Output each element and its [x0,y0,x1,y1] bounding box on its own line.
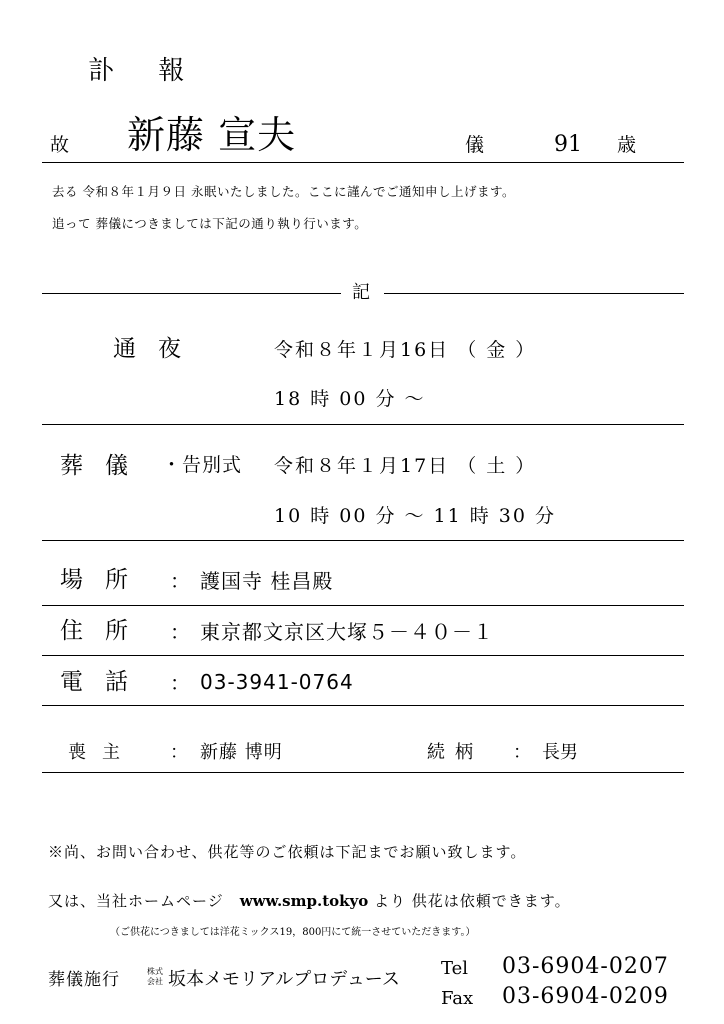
deceased-age-unit: 歳 [617,134,637,156]
wake-date: 令和８年１月16日 （ 金 ） [274,339,537,361]
mourner-colon: ： [170,742,188,763]
fax-label: Fax [441,988,474,1009]
deceased-prefix: 故 [50,134,70,156]
deceased-suffix: 儀 [465,134,485,156]
note-line-2 [48,894,571,909]
funeral-label: 葬儀 [60,453,150,479]
note-line-2-prefix: 又は、当社ホームページ [48,892,224,910]
relation-colon: ： [513,742,531,763]
director-label: 葬儀施行 [48,970,120,990]
relation-label: 続柄 [427,742,483,763]
divider [42,605,684,606]
relation-value: 長男 [542,742,578,763]
divider [42,655,684,656]
wake-label: 通夜 [113,336,203,362]
wake-time: 18 時 00 分 ～ [274,388,426,410]
mourner-label: 喪主 [68,742,136,763]
address-label: 住所 [60,618,150,644]
venue-label: 場所 [60,567,150,593]
notice-line-1: 去る 令和８年１月９日 永眠いたしました。ここに謹んでご通知申し上げます。 [52,184,515,199]
funeral-time: 10 時 00 分 ～ 11 時 30 分 [274,505,557,527]
funeral-date: 令和８年１月17日 （ 土 ） [274,455,537,477]
note-line-1: ※尚、お問い合わせ、供花等のご依頼は下記までお願い致します。 [48,843,527,861]
divider [42,162,684,163]
phone-value: 03-3941-0764 [200,670,354,694]
divider [42,540,684,541]
tel-label: Tel [441,958,469,979]
tel-value: 03-6904-0207 [502,954,669,979]
deceased-age: 91 [554,132,582,157]
company-type: 株式会社 [147,967,163,986]
divider [384,293,684,294]
funeral-sub-label: ・告別式 [162,454,243,476]
note-line-2-suffix: より 供花は依頼できます。 [374,892,571,910]
venue-value: 護国寺 桂昌殿 [200,569,334,593]
divider [42,705,684,706]
venue-colon: ： [170,569,190,593]
notice-line-2: 追って 葬儀につきましては下記の通り執り行います。 [52,216,368,231]
fax-value: 03-6904-0209 [502,984,669,1009]
website-link[interactable]: www.smp.tokyo [239,892,369,910]
mourner-value: 新藤 博明 [200,742,283,763]
note-line-3: （ご供花につきましては洋花ミックス19，800円にて統一させていただきます。） [110,927,476,938]
ki-label: 記 [352,282,370,303]
address-value: 東京都文京区大塚５－４０－１ [200,620,494,644]
deceased-name: 新藤 宣夫 [127,113,297,157]
divider [42,772,684,773]
address-colon: ： [170,620,190,644]
phone-colon: ： [170,671,190,695]
page-title: 訃 報 [88,56,203,86]
company-name: 坂本メモリアルプロデュース [168,969,400,990]
divider [42,293,341,294]
divider [42,424,684,425]
phone-label: 電話 [60,669,150,695]
